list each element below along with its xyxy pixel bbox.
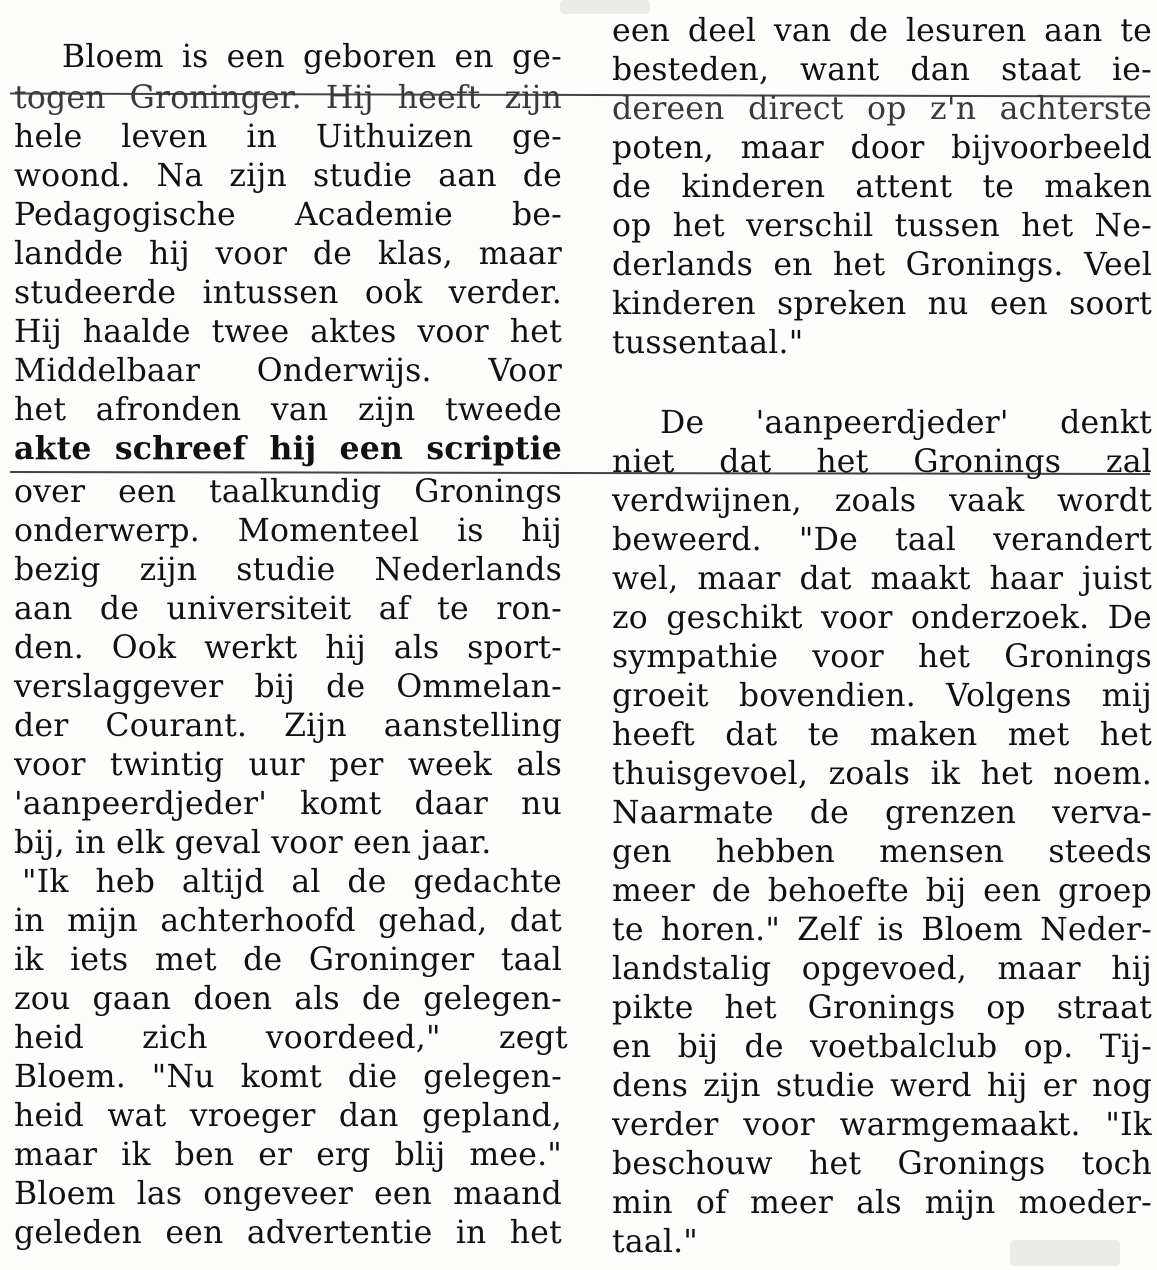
text-line: sympathie voor het Gronings	[612, 639, 1152, 675]
text-line: Bloem. "Nu komt die gelegen-	[14, 1059, 562, 1095]
text-line: maar ik ben er erg blij mee."	[14, 1137, 562, 1173]
text-line: de kinderen attent te maken	[612, 169, 1152, 205]
text-line: dereen direct op z'n achterste	[612, 91, 1152, 127]
text-line: niet dat het Gronings zal	[612, 444, 1152, 480]
text-line: Naarmate de grenzen verva-	[612, 795, 1152, 831]
text-line: Pedagogische Academie be-	[14, 197, 562, 233]
text-line: groeit bovendien. Volgens mij	[612, 678, 1152, 714]
text-line: bezig zijn studie Nederlands	[14, 552, 562, 588]
text-line: der Courant. Zijn aanstelling	[14, 708, 562, 744]
text-line: kinderen spreken nu een soort	[612, 286, 1152, 322]
text-line: bij, in elk geval voor een jaar.	[14, 825, 492, 861]
text-line: zou gaan doen als de gelegen-	[14, 981, 562, 1017]
text-line: derlands en het Gronings. Veel	[612, 247, 1152, 283]
text-line: thuisgevoel, zoals ik het noem.	[612, 756, 1152, 792]
text-line: den. Ook werkt hij als sport-	[14, 630, 562, 666]
text-line: woond. Na zijn studie aan de	[14, 158, 562, 194]
text-line: heeft dat te maken met het	[612, 717, 1152, 753]
text-line: togen Groninger. Hij heeft zijn	[14, 80, 562, 116]
text-line: geleden een advertentie in het	[14, 1215, 562, 1251]
text-line: studeerde intussen ook verder.	[14, 275, 562, 311]
text-line: in mijn achterhoofd gehad, dat	[14, 903, 562, 939]
text-line: Middelbaar Onderwijs. Voor	[14, 353, 562, 389]
text-line: heid wat vroeger dan gepland,	[14, 1098, 562, 1134]
text-line: ik iets met de Groninger taal	[14, 942, 562, 978]
text-line: verdwijnen, zoals vaak wordt	[612, 483, 1152, 519]
text-line: De 'aanpeerdjeder' denkt	[660, 405, 1152, 441]
text-line: beschouw het Gronings toch	[612, 1146, 1152, 1182]
text-line: heid zich voordeed," zegt	[14, 1020, 568, 1056]
text-line: zo geschikt voor onderzoek. De	[612, 600, 1152, 636]
text-line: hele leven in Uithuizen ge-	[14, 119, 562, 155]
text-line: tussentaal."	[612, 325, 804, 361]
text-line: poten, maar door bijvoorbeeld	[612, 130, 1152, 166]
text-line: Bloem las ongeveer een maand	[14, 1176, 562, 1212]
text-line: taal."	[612, 1224, 698, 1260]
text-line: wel, maar dat maakt haar juist	[612, 561, 1152, 597]
text-line: besteden, want dan staat ie-	[612, 52, 1152, 88]
text-line: verslaggever bij de Ommelan-	[14, 669, 562, 705]
text-line: akte schreef hij een scriptie	[14, 430, 562, 467]
text-line: meer de behoefte bij een groep	[612, 873, 1152, 909]
text-line: landde hij voor de klas, maar	[14, 236, 562, 272]
text-line: onderwerp. Momenteel is hij	[14, 513, 562, 549]
text-line: pikte het Gronings op straat	[612, 990, 1152, 1026]
text-line: op het verschil tussen het Ne-	[612, 208, 1152, 244]
text-line: verder voor warmgemaakt. "Ik	[612, 1107, 1152, 1143]
text-line: 'aanpeerdjeder' komt daar nu	[14, 786, 562, 822]
text-line: beweerd. "De taal verandert	[612, 522, 1152, 558]
text-line: min of meer als mijn moeder-	[612, 1185, 1152, 1221]
text-line: te horen." Zelf is Bloem Neder-	[612, 912, 1152, 948]
text-line: Bloem is een geboren en ge-	[62, 39, 562, 75]
text-line: over een taalkundig Gronings	[14, 474, 562, 510]
text-line: en bij de voetbalclub op. Tij-	[612, 1029, 1152, 1065]
text-line: "Ik heb altijd al de gedachte	[22, 864, 562, 900]
text-line: een deel van de lesuren aan te	[612, 13, 1152, 49]
text-line: aan de universiteit af te ron-	[14, 591, 562, 627]
text-line: dens zijn studie werd hij er nog	[612, 1068, 1152, 1104]
text-line: het afronden van zijn tweede	[14, 392, 562, 428]
text-line: gen hebben mensen steeds	[612, 834, 1152, 870]
text-line: voor twintig uur per week als	[14, 747, 562, 783]
text-line: Hij haalde twee aktes voor het	[14, 314, 562, 350]
text-line: landstalig opgevoed, maar hij	[612, 951, 1152, 987]
